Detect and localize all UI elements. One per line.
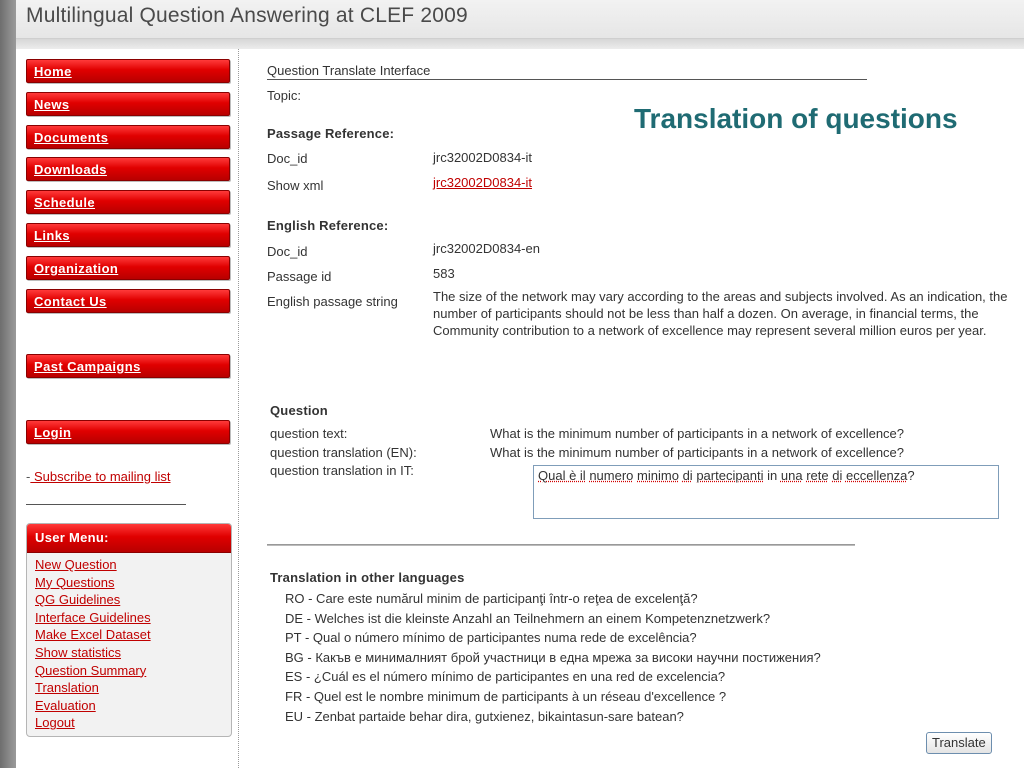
question-en-label: question translation (EN): [270, 445, 417, 460]
nav-home-label: Home [34, 64, 72, 79]
other-languages-heading: Translation in other languages [270, 570, 465, 585]
nav-documents-label: Documents [34, 130, 109, 145]
user-menu-interface-guidelines[interactable]: Interface Guidelines [35, 609, 151, 625]
translate-button[interactable]: Translate [926, 732, 992, 754]
passage-reference-heading: Passage Reference: [267, 126, 395, 141]
nav-organization-label: Organization [34, 261, 119, 276]
topic-label: Topic: [267, 88, 301, 103]
question-it-text: Qual è il numero minimo di partecipanti in una rete di eccellenza? [538, 468, 915, 483]
user-menu-logout[interactable]: Logout [35, 715, 75, 731]
nav-links-label: Links [34, 228, 70, 243]
english-reference-heading: English Reference: [267, 218, 389, 233]
translation-eu: EU - Zenbat partaide behar dira, gutxienez, bikaintasun-sare batean? [285, 708, 684, 724]
nav-schedule[interactable] [26, 190, 230, 214]
main-content [240, 49, 1024, 768]
nav-documents[interactable] [26, 125, 230, 149]
sidebar-divider [238, 49, 239, 768]
header-band [16, 39, 1024, 49]
question-heading: Question [270, 403, 328, 418]
user-menu-translation[interactable]: Translation [35, 680, 99, 696]
nav-login-label: Login [34, 425, 72, 440]
question-it-textarea[interactable] [533, 465, 999, 519]
user-menu-title: User Menu: [35, 530, 109, 545]
nav-links[interactable] [26, 223, 230, 247]
translation-pt: PT - Qual o número mínimo de participantes numa rede de excelência? [285, 630, 697, 646]
passage-doc-id-label: Doc_id [267, 151, 308, 166]
form-title-rule [267, 79, 867, 80]
section-divider [267, 544, 855, 546]
show-xml-label: Show xml [267, 178, 324, 193]
nav-news[interactable] [26, 92, 230, 116]
user-menu-evaluation[interactable]: Evaluation [35, 697, 96, 713]
translation-ro: RO - Care este numărul minim de participanţi într-o reţea de excelenţă? [285, 591, 698, 606]
nav-login[interactable] [26, 420, 230, 444]
user-menu-show-statistics[interactable]: Show statistics [35, 644, 121, 660]
question-en-value: What is the minimum number of participants in a network of excellence? [490, 445, 905, 460]
subscribe-row [26, 469, 171, 484]
user-menu-my-questions[interactable]: My Questions [35, 574, 115, 590]
site-title: Multilingual Question Answering at CLEF 2009 [26, 4, 468, 27]
user-menu-question-summary[interactable]: Question Summary [35, 662, 147, 678]
user-menu-make-excel-dataset[interactable]: Make Excel Dataset [35, 627, 151, 643]
other-languages-list [285, 589, 821, 726]
translation-es: ES - ¿Cuál es el número mínimo de participantes en una red de excelencia? [285, 669, 726, 685]
nav-past-campaigns-label: Past Campaigns [34, 359, 141, 374]
subscribe-divider [26, 504, 186, 505]
question-it-label: question translation in IT: [270, 463, 414, 478]
question-text-label: question text: [270, 426, 348, 441]
nav-contact-us[interactable] [26, 289, 230, 313]
nav-contact-us-label: Contact Us [34, 294, 107, 309]
user-menu-header [27, 524, 231, 553]
subscribe-link[interactable]: Subscribe to mailing list [30, 469, 171, 484]
site-header [16, 0, 1024, 39]
nav-news-label: News [34, 97, 70, 112]
nav-downloads[interactable] [26, 157, 230, 181]
english-doc-id-label: Doc_id [267, 244, 308, 259]
left-window-edge [0, 0, 16, 768]
english-doc-id-value: jrc32002D0834-en [433, 241, 540, 256]
translation-bg: BG - Какъв е минималният брой участници в една мрежа за високи научни постижения? [285, 649, 821, 665]
nav-downloads-label: Downloads [34, 162, 107, 177]
user-menu [26, 523, 232, 737]
question-text-value: What is the minimum number of participants in a network of excellence? [490, 426, 905, 441]
subscribe-bullet: - [26, 469, 31, 484]
nav-home[interactable] [26, 59, 230, 83]
user-menu-new-question[interactable]: New Question [35, 557, 117, 572]
show-xml-link[interactable]: jrc32002D0834-it [433, 175, 533, 190]
nav-organization[interactable] [26, 256, 230, 280]
passage-id-value: 583 [433, 266, 455, 281]
user-menu-qg-guidelines[interactable]: QG Guidelines [35, 592, 121, 608]
nav-schedule-label: Schedule [34, 195, 95, 210]
english-passage-string-label: English passage string [267, 294, 398, 309]
sidebar [16, 49, 238, 768]
user-menu-list [27, 553, 231, 732]
translation-de: DE - Welches ist die kleinste Anzahl an Teilnehmern an einem Kompetenznetzwerk? [285, 610, 771, 626]
passage-doc-id-value: jrc32002D0834-it [433, 150, 533, 165]
slide-title: Translation of questions [634, 103, 958, 134]
form-title: Question Translate Interface [267, 63, 431, 78]
nav-past-campaigns[interactable] [26, 354, 230, 378]
english-passage-string-value: The size of the network may vary according to the areas and subjects involved. As an indication, the number of participants should not be less than half a dozen. On average, in financial terms, the Community contribution to a network of excellence may represent several million euros per year. [433, 289, 1008, 338]
translation-fr: FR - Quel est le nombre minimum de participants à un réseau d'excellence ? [285, 688, 727, 704]
passage-id-label: Passage id [267, 269, 332, 284]
